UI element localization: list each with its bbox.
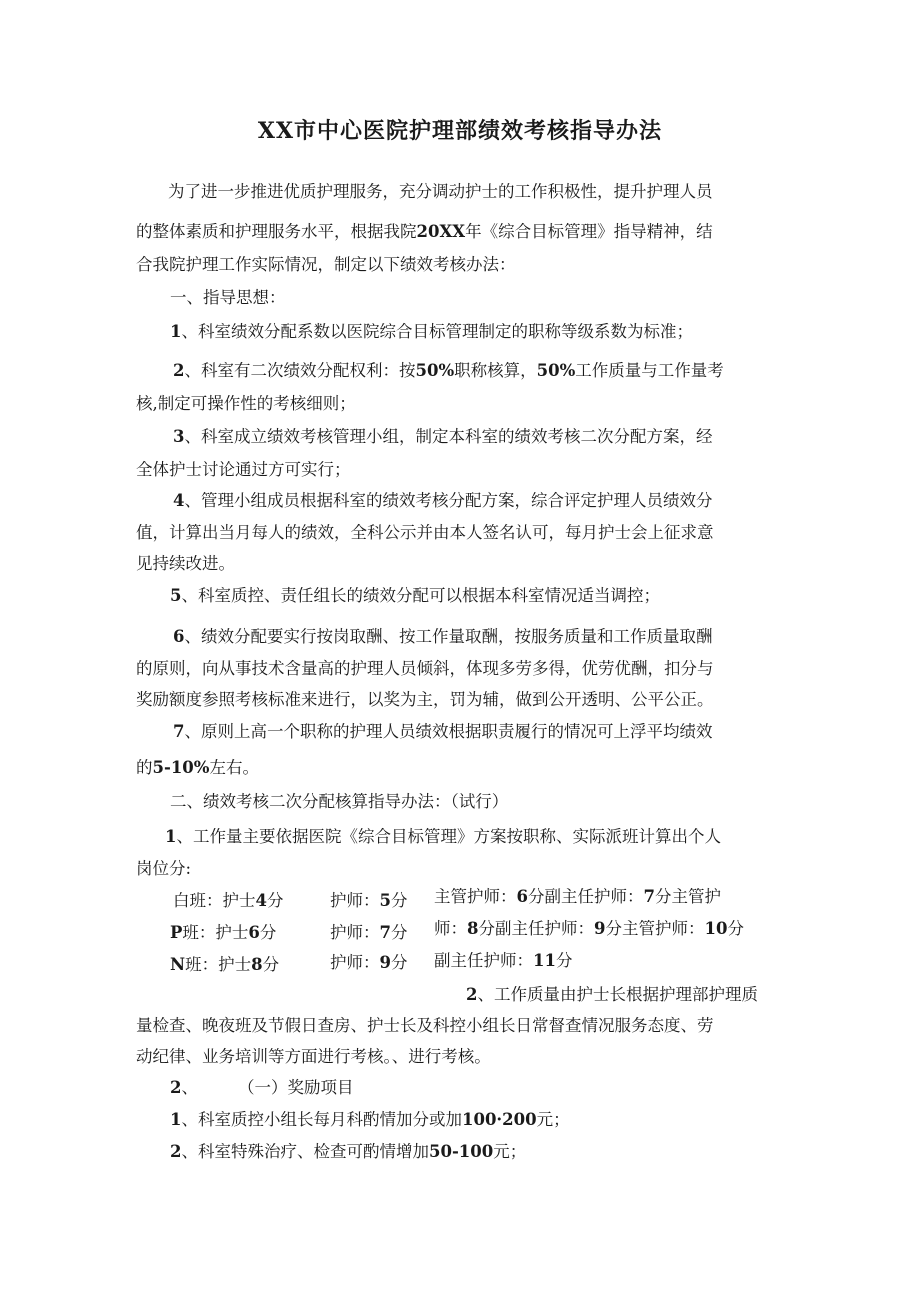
body-line: 的原则，向从事技术含量高的护理人员倾斜，体现多劳多得，优劳优酬，扣分与 (136, 659, 714, 678)
shift-p-ranks: 师：8分副主任护师：9分主管护师：10分 (434, 919, 744, 938)
body-line: 5、科室质控、责任组长的绩效分配可以根据本科室情况适当调控； (170, 586, 660, 605)
list-number: 2、 (170, 1078, 198, 1097)
body-line: 全体护士讨论通过方可实行； (136, 460, 351, 479)
body-line: 岗位分: (136, 859, 192, 878)
body-line: 核,制定可操作性的考核细则； (136, 394, 356, 413)
body-line: 动纪律、业务培训等方面进行考核。、进行考核。 (136, 1047, 491, 1066)
body-line: 的5-10%左右。 (136, 758, 259, 777)
body-line: 6、绩效分配要实行按岗取酬、按工作量取酬，按服务质量和工作质量取酬 (173, 627, 713, 646)
body-line: 合我院护理工作实际情况，制定以下绩效考核办法： (136, 255, 516, 274)
shift-n-nurse: N班：护士8分 (170, 955, 280, 974)
body-line: 7、原则上高一个职称的护理人员绩效根据职责履行的情况可上浮平均绩效 (173, 722, 713, 741)
body-line: 见持续改进。 (136, 554, 235, 573)
body-line: 1、工作量主要依据医院《综合目标管理》方案按职称、实际派班计算出个人 (165, 827, 721, 846)
shift-day-senior: 护师：5分 (330, 891, 408, 910)
body-line: 的整体素质和护理服务水平，根据我院20XX年《综合目标管理》指导精神，结 (136, 222, 713, 241)
shift-p-nurse: P班：护士6分 (170, 923, 277, 942)
section-heading: 一、指导思想： (170, 288, 286, 307)
body-line: 3、科室成立绩效考核管理小组，制定本科室的绩效考核二次分配方案，经 (173, 427, 713, 446)
document-title: XX市中心医院护理部绩效考核指导办法 (257, 118, 663, 144)
body-line: 2、科室特殊治疗、检查可酌情增加50-100元； (170, 1142, 527, 1161)
body-line: 值，计算出当月每人的绩效，全科公示并由本人签名认可，每月护士会上征求意 (136, 523, 714, 542)
body-line: 2、科室有二次绩效分配权利：按50%职称核算，50%工作质量与工作量考 (173, 361, 724, 380)
shift-p-senior: 护师：7分 (330, 923, 408, 942)
shift-day-nurse: 白班：护士4分 (173, 891, 284, 910)
body-line: 为了进一步推进优质护理服务，充分调动护士的工作积极性，提升护理人员 (168, 182, 713, 201)
shift-n-senior: 护师：9分 (330, 953, 408, 972)
shift-day-ranks: 主管护师：6分副主任护师：7分主管护 (434, 887, 721, 906)
body-line: 量检查、晚夜班及节假日查房、护士长及科控小组长日常督查情况服务态度、劳 (136, 1016, 714, 1035)
shift-n-ranks: 副主任护师：11分 (434, 951, 573, 970)
body-line: 4、管理小组成员根据科室的绩效考核分配方案，综合评定护理人员绩效分 (173, 491, 713, 510)
section-heading: 二、绩效考核二次分配核算指导办法：（试行） (170, 792, 509, 811)
body-line: 奖励额度参照考核标准来进行，以奖为主，罚为辅，做到公开透明、公平公正。 (136, 690, 714, 709)
subsection-heading: （一）奖励项目 (238, 1078, 354, 1097)
body-line: 1、科室绩效分配系数以医院综合目标管理制定的职称等级系数为标准； (170, 322, 693, 341)
body-line: 2、工作质量由护士长根据护理部护理质 (466, 985, 758, 1004)
body-line: 1、科室质控小组长每月科酌情加分或加100·200元； (170, 1110, 570, 1129)
